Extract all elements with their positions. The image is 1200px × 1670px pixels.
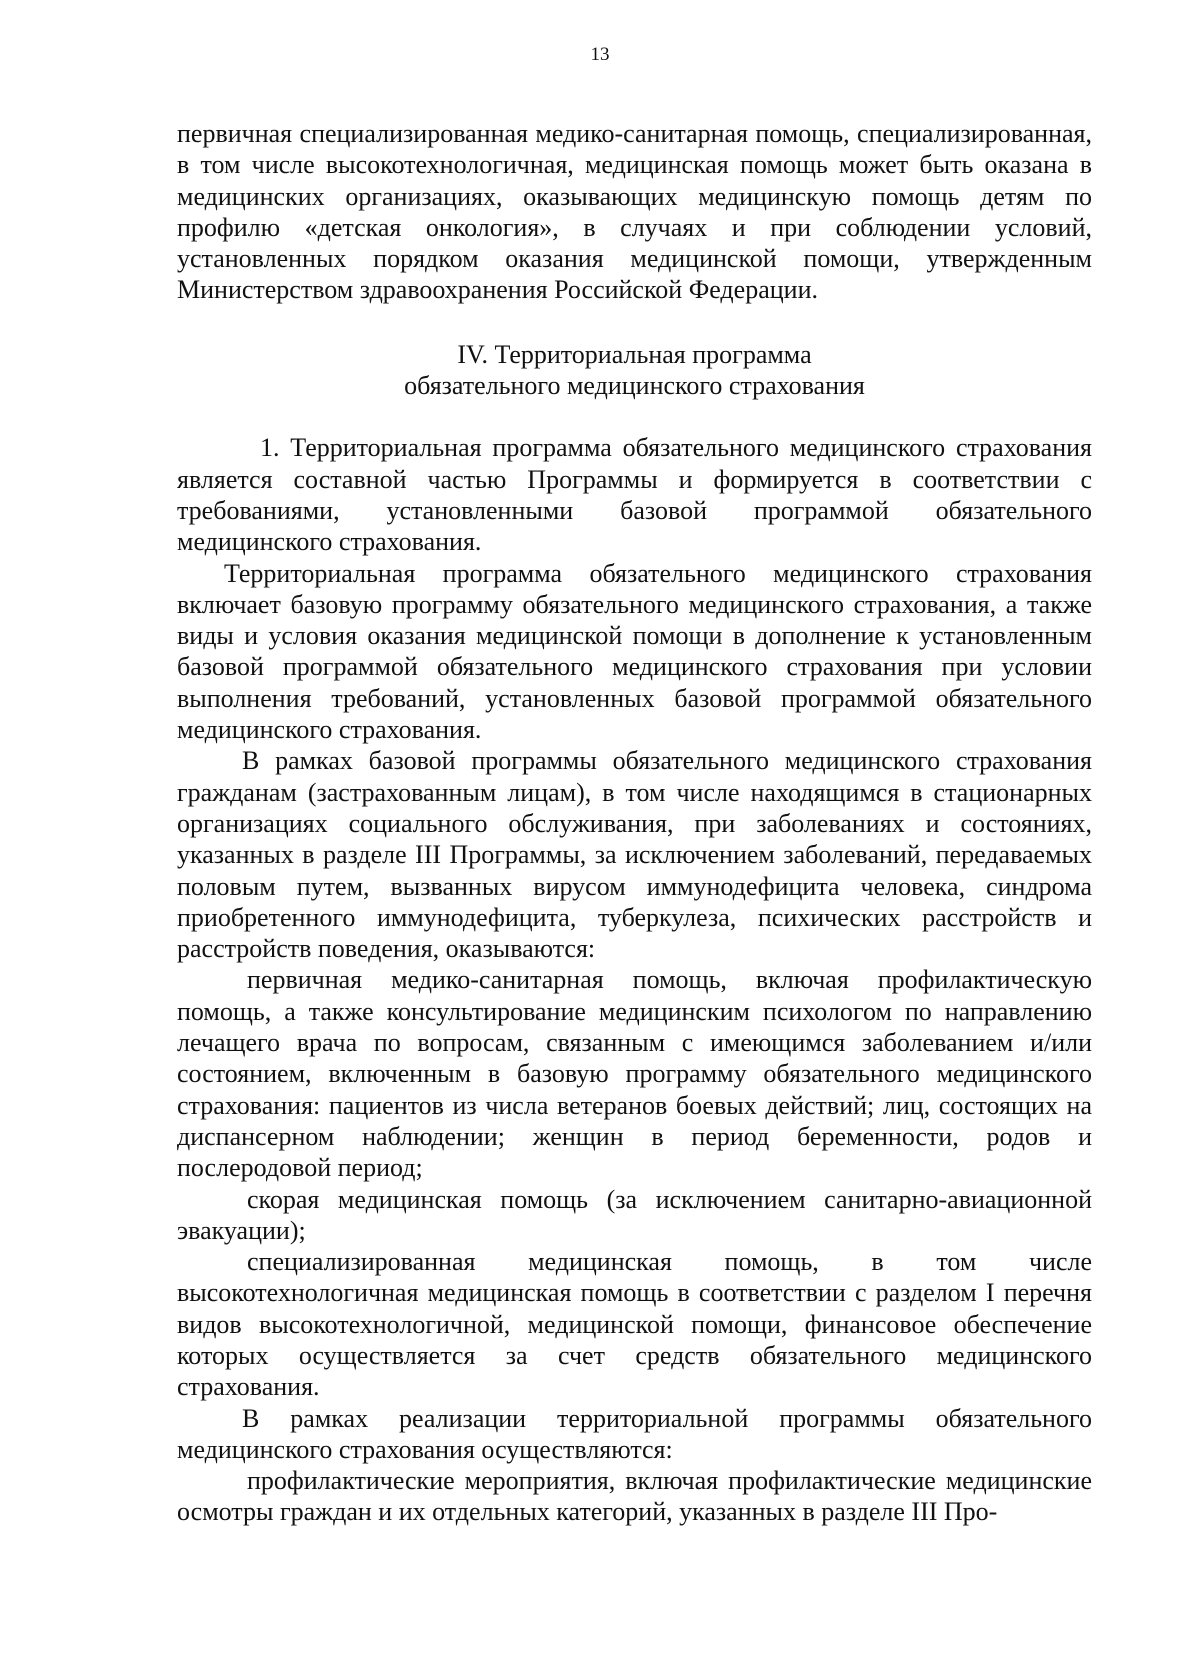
section-title-line-2: обязательного медицинского страхования (404, 371, 865, 401)
document-body (177, 118, 1092, 1528)
paragraph-3: В рамках базовой программы обязательного медицинского страхования гражданам (застрахованным лицам), в том числе находящимся в стационарных организациях социального обслуживания, при заболеваниях и состояниях, указанных в разделе III Программы, за исключением заболеваний, передаваемых половым путем, вызванных вирусом иммунодефицита человека, синдрома приобретенного иммунодефицита, туберкулеза, психических расстройств и расстройств поведения, оказываются: (177, 746, 1092, 964)
paragraph-continuation: первичная специализированная медико-санитарная помощь, специализированная, в том числе высокотехнологичная, медицинская помощь может быть оказана в медицинских организациях, оказывающих медицинскую помощь детям по профилю «детская онкология», в случаях и при соблюдении условий, установленных порядком оказания медицинской помощи, утвержденным Министерством здравоохранения Российской Федерации. (177, 119, 1092, 305)
paragraph-4: первичная медико-санитарная помощь, включая профилактическую помощь, а также консультирование медицинским психологом по направлению лечащего врача по вопросам, связанным с имеющимся заболеванием и/или состоянием, включенным в базовую программу обязательного медицинского страхования: пациентов из числа ветеранов боевых действий; лиц, состоящих на диспансерном наблюдении; женщин в период беременности, родов и послеродовой период; (177, 965, 1092, 1183)
page-number: 13 (590, 44, 610, 65)
section-title-line-1: IV. Территориальная программа (457, 339, 812, 369)
paragraph-6: специализированная медицинская помощь, в том числе высокотехнологичная медицинская помощь в соответствии с разделом I перечня видов высокотехнологичной, медицинской помощи, финансовое обеспечение которых осуществляется за счет средств обязательного медицинского страхования. (177, 1247, 1092, 1402)
paragraph-5: скорая медицинская помощь (за исключением санитарно-авиационной эвакуации); (177, 1184, 1092, 1245)
section-heading (177, 339, 1092, 402)
paragraph-7: В рамках реализации территориальной программы обязательного медицинского страхования осуществляются: (177, 1403, 1092, 1464)
paragraph-8: профилактические мероприятия, включая профилактические медицинские осмотры граждан и их отдельных категорий, указанных в разделе III Про- (177, 1466, 1092, 1527)
paragraph-1: 1. Территориальная программа обязательного медицинского страхования является составной частью Программы и формируется в соответствии с требованиями, установленными базовой программой обязательного медицинского страхования. (177, 433, 1092, 557)
paragraph-2: Территориальная программа обязательного медицинского страхования включает базовую программу обязательного медицинского страхования, а также виды и условия оказания медицинской помощи в дополнение к установленным базовой программой обязательного медицинского страхования при условии выполнения требований, установленных базовой программой обязательного медицинского страхования. (177, 558, 1092, 745)
